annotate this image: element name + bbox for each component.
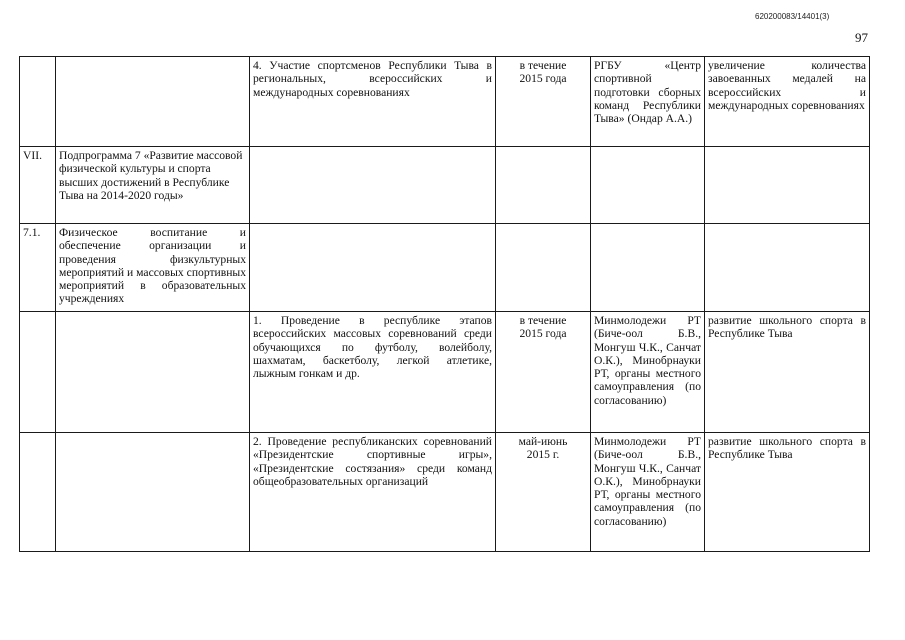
event-description xyxy=(250,147,496,224)
section-title: Подпрограмма 7 «Развитие массовой физической культуры и спорта высших достижений в Республике Тыва на 2014-2020 годы» xyxy=(56,147,250,224)
event-term: в течение 2015 года xyxy=(496,57,591,147)
row-number: 7.1. xyxy=(20,224,56,312)
event-description: 4. Участие спортсменов Республики Тыва в региональных, всероссийских и международных соревнованиях xyxy=(250,57,496,147)
section-title: Физическое воспитание и обеспечение организации и проведения физкультурных мероприятий и массовых спортивных мероприятий в образовательных учреждениях xyxy=(56,224,250,312)
plan-table xyxy=(19,56,870,552)
section-title xyxy=(56,433,250,552)
table-row xyxy=(20,312,870,433)
document-stamp: 620200083/14401(3) xyxy=(755,12,830,21)
row-number: VII. xyxy=(20,147,56,224)
expected-result: развитие школьного спорта в Республике Тыва xyxy=(705,433,870,552)
event-description: 1. Проведение в республике этапов всероссийских массовых соревнований среди обучающихся по футболу, волейболу, шахматам, баскетболу, легкой атлетике, лыжным гонкам и др. xyxy=(250,312,496,433)
expected-result: развитие школьного спорта в Республике Тыва xyxy=(705,312,870,433)
row-number xyxy=(20,433,56,552)
row-number xyxy=(20,312,56,433)
event-term xyxy=(496,224,591,312)
table-row xyxy=(20,57,870,147)
event-executor xyxy=(591,147,705,224)
expected-result xyxy=(705,147,870,224)
section-title xyxy=(56,57,250,147)
event-term: май-июнь 2015 г. xyxy=(496,433,591,552)
row-number xyxy=(20,57,56,147)
event-executor xyxy=(591,224,705,312)
page-number: 97 xyxy=(855,30,868,45)
table-row xyxy=(20,433,870,552)
expected-result: увеличение количества завоеванных медалей на всероссийских и международных соревнованиях xyxy=(705,57,870,147)
event-executor: Минмолодежи РТ (Биче-оол Б.В., Монгуш Ч.К., Санчат О.К.), Минобрнауки РТ, органы местного самоуправления (по согласованию) xyxy=(591,312,705,433)
table-row xyxy=(20,147,870,224)
expected-result xyxy=(705,224,870,312)
event-term xyxy=(496,147,591,224)
event-description: 2. Проведение республиканских соревнований «Президентские спортивные игры», «Президентские состязания» среди команд общеобразовательных организаций xyxy=(250,433,496,552)
event-executor: РГБУ «Центр спортивной подготовки сборных команд Республики Тыва» (Ондар А.А.) xyxy=(591,57,705,147)
event-description xyxy=(250,224,496,312)
section-title xyxy=(56,312,250,433)
event-executor: Минмолодежи РТ (Биче-оол Б.В., Монгуш Ч.К., Санчат О.К.), Минобрнауки РТ, органы местного самоуправления (по согласованию) xyxy=(591,433,705,552)
table-row xyxy=(20,224,870,312)
event-term: в течение 2015 года xyxy=(496,312,591,433)
